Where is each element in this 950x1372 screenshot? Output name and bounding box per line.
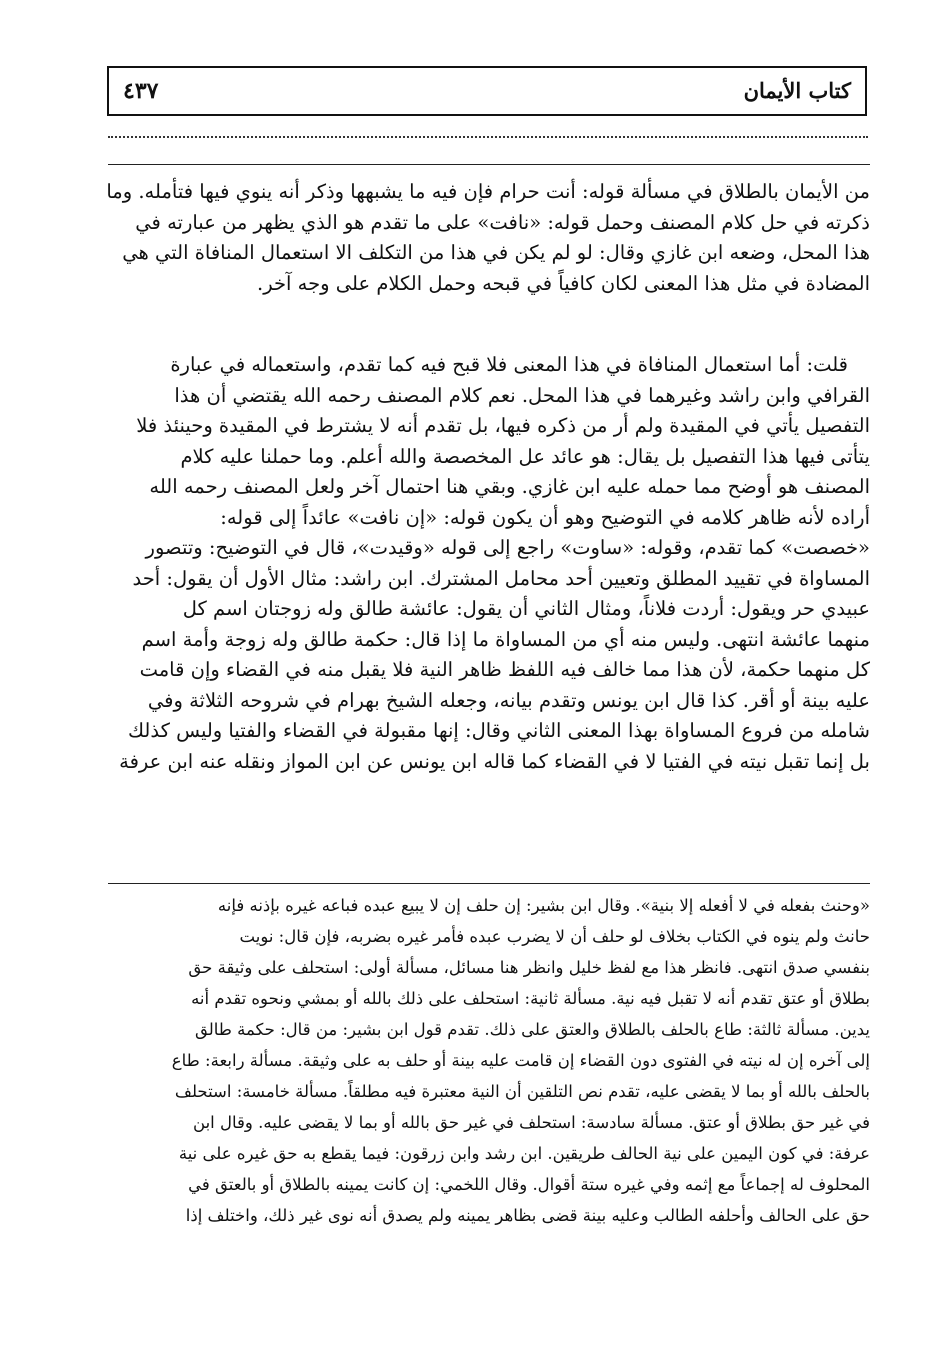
text-line: هذا المحل، وضعه ابن غازي وقال: لو لم يكن في هذا من التكلف الا استعمال المنافاة التي هي (122, 241, 870, 264)
text-line: شامله من فروع المساواة بهذا المعنى الثاني وقال: إنها مقبولة في القضاء والفتيا وليس كذلك (128, 719, 870, 742)
footnote-line: «وحنث بفعله في لا أفعله إلا بنية». وقال ابن بشير: إن حلف إن لا يبيع عبده فباعه غيره بإذنه فإنه (217, 896, 870, 915)
text-line: المصنف هو أوضح مما حمله عليه ابن غازي. وبقي هنا احتمال آخر ولعل المصنف رحمه الله (149, 475, 870, 498)
text-line: أراده لأنه ظاهر كلامه في التوضيح وهو أن يكون قوله: «إن نافت» عائداً إلى قوله: (220, 505, 870, 529)
paragraph-1 (104, 177, 870, 299)
text-line: عبيدي حر ويقول: أردت فلاناً، ومثال الثاني أن يقول: عائشة طالق وله زوجتان اسم كل (182, 597, 870, 620)
footnote-line: إلى آخره إن له نيته في الفتوى دون القضاء إن قامت عليه بينة أو حلف به على وثيقة. مسألة رابعة: طاع (171, 1051, 870, 1070)
text-line: منهما عائشة انتهى. وليس منه أي من المساواة ما إذا قال: حكمة طالق وله زوجة وأمة اسم (141, 627, 870, 651)
text-line: قلت: أما استعمال المنافاة في هذا المعنى فلا قبح فيه كما تقدم، واستعماله في عبارة (170, 353, 848, 376)
footnote-line: حق على الحالف وأحلفه الطالب وعليه بينة قضى بظاهر يمينه ولم يصدق أنه نوى غير ذلك، واختلف إذا (185, 1206, 870, 1225)
text-line: بل إنما تقبل نيته في الفتيا لا في القضاء كما قاله ابن يونس عن ابن المواز ونقله عنه ابن عرفة (119, 749, 870, 773)
text-line: كل منهما حكمة، لأن هذا مما خالف فيه اللفظ ظاهر النية فلا يقبل منه في القضاء وإن قامت (139, 658, 870, 681)
dotted-divider (108, 136, 868, 138)
footnote-line: في غير حق بطلاق أو عتق. مسألة سادسة: استحلف في غير حق بالله أو بما لا يقضى عليه. وقال ابن (193, 1113, 870, 1132)
footnote-line: عرفة: في كون اليمين على نية الحالف طريقين. ابن رشد وابن زرقون: فيما يقطع به حق غيره على نية (178, 1144, 870, 1163)
footnote-line: المحلوف له إجماعاً مع إثمه وفي غيره ستة أقوال. وقال اللخمي: إن كانت يمينه بالطلاق أو بالعتق في (188, 1175, 870, 1194)
footnote-separator (108, 883, 870, 884)
footnote-line: بالحلف بالله أو بما لا يقضى عليه، تقدم نص التلقين أن النية معتبرة فيه مطلقاً. مسألة خامسة: استحلف (174, 1082, 870, 1101)
text-line: المضادة في مثل هذا المعنى لكان كافياً في قبحه وحمل الكلام على وجه آخر. (257, 271, 870, 295)
book-title: كتاب الأيمان (743, 78, 851, 103)
header-separator (108, 164, 870, 165)
text-line: المساواة في تقييد المطلق وتعيين أحد محامل المشترك. ابن راشد: مثال الأول أن يقول: أحد (132, 566, 870, 590)
text-line: ذكرته في حل كلام المصنف وحمل قوله: «نافت» على ما تقدم هو الذي يظهر من عبارته في (135, 210, 870, 234)
text-line: يتأتى فيها هذا التفصيل بل يقال: هو عائد عل المخصصة والله أعلم. وما حملنا عليه كلام (180, 444, 870, 468)
text-line: عليه بينة أو أقر. كذا قال ابن يونس وتقدم بيانه، وجعله الشيخ بهرام في شروحه الثلاثة وفي (147, 688, 870, 712)
running-header (107, 66, 867, 116)
footnote-line: حانث ولم ينوه في الكتاب بخلاف لو حلف أن لا يضرب عبده فأمر غيره بضربه، فإن قال: نويت (239, 927, 870, 946)
text-line: «خصصت» كما تقدم، وقوله: «ساوت» راجع إلى قوله «وقيدت»، قال في التوضيح: وتتصور (145, 536, 870, 559)
paragraph-2 (104, 350, 870, 777)
text-line: من الأيمان بالطلاق في مسألة قوله: أنت حرام فإن فيه ما يشبهها وذكر أنه ينوي فيها فتأمله. وما (106, 180, 870, 203)
footnote-line: بنفسي صدق انتهى. فانظر هذا مع لفظ خليل وانظر هنا مسائل، مسألة أولى: استحلف على وثيقة حق (188, 958, 870, 977)
footnote-block (104, 890, 870, 1231)
page-number: ٤٣٧ (123, 78, 159, 104)
footnote-line: بطلاق أو عتق تقدم أنه لا تقبل فيه نية. مسألة ثانية: استحلف على ذلك بالله أو بمشي ونحوه تقدم أنه (191, 989, 870, 1008)
text-line: التفصيل يأتي في المقيدة ولم أر من ذكره فيها، بل تقدم أنه لا يشترط في المقيدة وحينئذ فلا (136, 414, 870, 437)
footnote-line: يدين. مسألة ثالثة: طاع بالحلف بالطلاق والعتق على ذلك. تقدم قول ابن بشير: من قال: حكمة طالق (194, 1020, 870, 1039)
text-line: القرافي وابن راشد وغيرهما في هذا المحل. نعم كلام المصنف رحمه الله يقتضي أن هذا (174, 383, 870, 407)
